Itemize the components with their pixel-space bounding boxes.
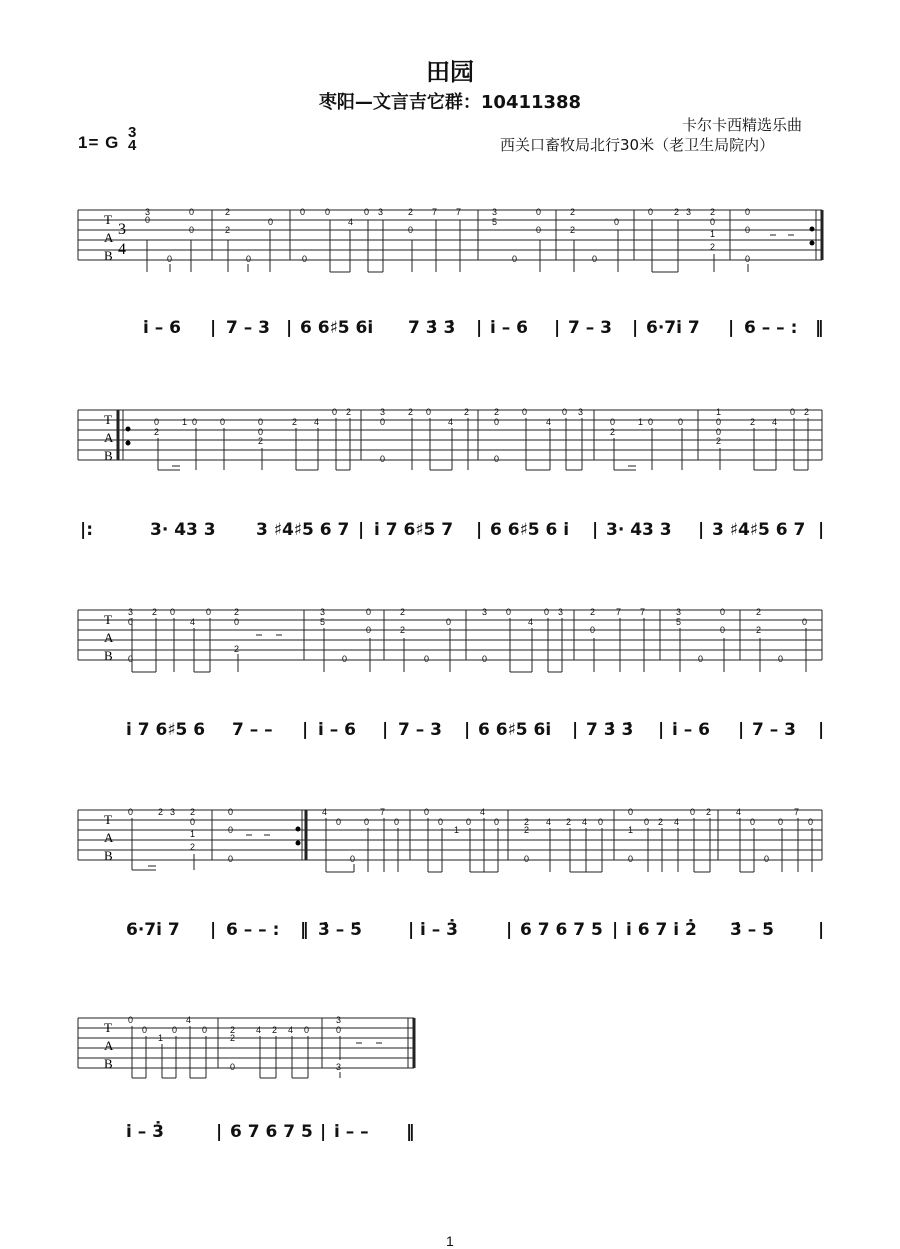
svg-text:0: 0 (536, 207, 542, 217)
svg-text:2: 2 (225, 225, 231, 235)
svg-text:1: 1 (638, 417, 644, 427)
svg-text:0: 0 (598, 817, 604, 827)
final-barline: ‖ (815, 318, 824, 338)
tab-staff-4 (0, 800, 900, 880)
svg-text:2: 2 (400, 607, 406, 617)
svg-text:3: 3 (170, 807, 176, 817)
svg-text:0: 0 (590, 625, 596, 635)
svg-text:1: 1 (158, 1033, 164, 1043)
tab-staff-3 (0, 600, 900, 680)
svg-text:0: 0 (644, 817, 650, 827)
measure: i̇ 7 6♯5 7 (374, 520, 454, 540)
barline: | (612, 920, 619, 940)
tab-label-a: A (104, 430, 114, 445)
svg-text:0: 0 (336, 1025, 342, 1035)
svg-text:4: 4 (480, 807, 486, 817)
svg-text:2: 2 (154, 427, 160, 437)
svg-text:0: 0 (394, 817, 400, 827)
svg-text:3: 3 (578, 407, 584, 417)
tab-label-b: B (104, 248, 113, 263)
svg-text:5: 5 (676, 617, 682, 627)
measure: 7 3̇ 3̇ (586, 720, 634, 740)
svg-text:7: 7 (456, 207, 462, 217)
svg-text:3: 3 (118, 221, 126, 238)
svg-text:0: 0 (128, 1015, 134, 1025)
measure: 7 3̇ 3̇ (408, 318, 456, 338)
tab-staff-1 (0, 200, 900, 280)
measure: i̇ – 3̇ (126, 1122, 164, 1142)
svg-text:0: 0 (350, 854, 356, 864)
svg-text:3: 3 (686, 207, 692, 217)
svg-text:0: 0 (482, 654, 488, 664)
svg-text:0: 0 (304, 1025, 310, 1035)
svg-text:4: 4 (448, 417, 454, 427)
svg-text:2: 2 (230, 1033, 236, 1043)
tab-label-a: A (104, 830, 114, 845)
tab-label-t: T (104, 1020, 112, 1035)
svg-text:0: 0 (230, 1062, 236, 1072)
svg-text:0: 0 (380, 454, 386, 464)
svg-text:0: 0 (790, 407, 796, 417)
svg-text:1: 1 (190, 829, 196, 839)
svg-text:2: 2 (658, 817, 664, 827)
barline: | (464, 720, 471, 740)
tab-label-t: T (104, 612, 112, 627)
svg-text:0: 0 (628, 854, 634, 864)
svg-text:0: 0 (678, 417, 684, 427)
svg-text:2: 2 (524, 817, 530, 827)
barline: | (818, 520, 825, 540)
svg-text:0: 0 (228, 825, 234, 835)
svg-text:0: 0 (720, 607, 726, 617)
svg-text:0: 0 (192, 417, 198, 427)
svg-text:0: 0 (128, 654, 134, 664)
measure: 6 6♯5 6 i̇ (490, 520, 570, 540)
svg-text:2: 2 (710, 242, 716, 252)
svg-text:0: 0 (170, 607, 176, 617)
page-number: 1 (446, 1233, 454, 1249)
barline: | (286, 318, 293, 338)
key-signature: 1= G (78, 133, 120, 152)
barline: | (302, 720, 309, 740)
measure: 3· 43 3 (606, 520, 672, 540)
measure: 6 7 6 7 5 (230, 1122, 313, 1142)
svg-text:4: 4 (190, 617, 196, 627)
barline: | (476, 520, 483, 540)
barline: | (738, 720, 745, 740)
svg-text:5: 5 (492, 217, 498, 227)
svg-text:0: 0 (778, 817, 784, 827)
tab-label-t: T (104, 412, 112, 427)
svg-text:0: 0 (628, 807, 634, 817)
svg-text:2: 2 (258, 436, 264, 446)
svg-text:0: 0 (128, 807, 134, 817)
svg-text:5: 5 (320, 617, 326, 627)
barline: | (320, 1122, 327, 1142)
svg-text:0: 0 (408, 225, 414, 235)
svg-text:4: 4 (528, 617, 534, 627)
svg-text:4: 4 (322, 807, 328, 817)
measure: 3 ♯4♯5 6 7 (712, 520, 806, 540)
svg-text:0: 0 (189, 225, 195, 235)
svg-text:7: 7 (616, 607, 622, 617)
svg-text:0: 0 (145, 215, 151, 225)
svg-text:2: 2 (804, 407, 810, 417)
svg-text:0: 0 (610, 417, 616, 427)
tab-label-a: A (104, 630, 114, 645)
svg-text:0: 0 (220, 417, 226, 427)
svg-text:2: 2 (225, 207, 231, 217)
svg-text:0: 0 (764, 854, 770, 864)
svg-text:0: 0 (206, 607, 212, 617)
svg-text:0: 0 (424, 654, 430, 664)
measure: 6·7i̇ 7 (126, 920, 180, 940)
barline: | (476, 318, 483, 338)
svg-text:1: 1 (454, 825, 460, 835)
svg-text:0: 0 (154, 417, 160, 427)
measure: 6 6♯5 6i̇ (300, 318, 374, 338)
svg-text:3: 3 (128, 607, 134, 617)
svg-text:0: 0 (698, 654, 704, 664)
svg-text:2: 2 (756, 625, 762, 635)
svg-text:0: 0 (536, 225, 542, 235)
svg-text:0: 0 (716, 427, 722, 437)
svg-text:0: 0 (494, 817, 500, 827)
repeat-start: |: (80, 520, 94, 540)
measure: i̇ – 6 (143, 318, 181, 338)
svg-text:1: 1 (628, 825, 634, 835)
svg-text:2: 2 (464, 407, 470, 417)
svg-text:3: 3 (336, 1062, 342, 1072)
svg-text:0: 0 (424, 807, 430, 817)
svg-text:3: 3 (145, 207, 151, 217)
barline: | (632, 318, 639, 338)
svg-text:0: 0 (506, 607, 512, 617)
tab-staff-5 (0, 1008, 900, 1088)
svg-text:2: 2 (674, 207, 680, 217)
svg-text:0: 0 (466, 817, 472, 827)
svg-text:0: 0 (342, 654, 348, 664)
svg-text:0: 0 (234, 617, 240, 627)
svg-text:0: 0 (366, 607, 372, 617)
barline: | (658, 720, 665, 740)
address: 西关口畜牧局北行30米（老卫生局院内） (500, 136, 775, 154)
svg-text:0: 0 (494, 417, 500, 427)
svg-text:4: 4 (186, 1015, 192, 1025)
svg-text:0: 0 (494, 454, 500, 464)
svg-text:0: 0 (745, 207, 751, 217)
svg-text:0: 0 (190, 817, 196, 827)
svg-text:0: 0 (228, 807, 234, 817)
measure: 3̇ – 5̇ (730, 920, 774, 940)
svg-text:2: 2 (408, 407, 414, 417)
svg-text:0: 0 (716, 417, 722, 427)
svg-text:0: 0 (364, 207, 370, 217)
barline: | (572, 720, 579, 740)
svg-text:2: 2 (570, 207, 576, 217)
svg-text:4: 4 (256, 1025, 262, 1035)
svg-text:2: 2 (566, 817, 572, 827)
measure: 6 – – : (226, 920, 280, 940)
svg-text:2: 2 (190, 842, 196, 852)
svg-text:0: 0 (302, 254, 308, 264)
svg-text:0: 0 (778, 654, 784, 664)
time-signature (128, 126, 136, 152)
tab-staff-2 (0, 400, 900, 480)
svg-text:3: 3 (336, 1015, 342, 1025)
subtitle: 枣阳—文言吉它群：10411388 (318, 92, 582, 113)
measure: 7 – 3 (752, 720, 796, 740)
svg-text:0: 0 (522, 407, 528, 417)
svg-text:0: 0 (228, 854, 234, 864)
svg-text:3: 3 (380, 407, 386, 417)
svg-text:0: 0 (808, 817, 814, 827)
svg-text:0: 0 (336, 817, 342, 827)
svg-text:0: 0 (332, 407, 338, 417)
svg-text:0: 0 (562, 407, 568, 417)
svg-text:2: 2 (706, 807, 712, 817)
svg-text:2: 2 (292, 417, 298, 427)
svg-text:0: 0 (426, 407, 432, 417)
svg-text:0: 0 (325, 207, 331, 217)
svg-text:0: 0 (745, 254, 751, 264)
svg-text:2: 2 (400, 625, 406, 635)
svg-text:4: 4 (288, 1025, 294, 1035)
svg-text:3: 3 (558, 607, 564, 617)
tab-label-a: A (104, 230, 114, 245)
svg-text:2: 2 (524, 825, 530, 835)
svg-text:3: 3 (492, 207, 498, 217)
svg-text:0: 0 (189, 207, 195, 217)
svg-text:3: 3 (676, 607, 682, 617)
barline: | (210, 920, 217, 940)
svg-text:2: 2 (716, 436, 722, 446)
measure: 7 – 3 (568, 318, 612, 338)
final-barline: ‖ (406, 1122, 415, 1142)
svg-text:0: 0 (524, 854, 530, 864)
measure: 6 – – : (744, 318, 798, 338)
repeat-end: ‖ (300, 920, 309, 940)
svg-text:4: 4 (118, 241, 126, 258)
measure: i̇ 7 6♯5 6 (126, 720, 206, 740)
barline: | (358, 520, 365, 540)
measure: 7 – 3 (398, 720, 442, 740)
svg-text:0: 0 (167, 254, 173, 264)
svg-text:4: 4 (348, 217, 354, 227)
svg-text:0: 0 (720, 625, 726, 635)
svg-text:2: 2 (234, 644, 240, 654)
svg-text:0: 0 (446, 617, 452, 627)
svg-text:4: 4 (736, 807, 742, 817)
measure: 3· 43 3 (150, 520, 216, 540)
svg-text:4: 4 (314, 417, 320, 427)
tab-label-t: T (104, 212, 112, 227)
tab-label-b: B (104, 448, 113, 463)
svg-text:2: 2 (272, 1025, 278, 1035)
svg-text:0: 0 (648, 417, 654, 427)
svg-text:0: 0 (258, 427, 264, 437)
svg-text:2: 2 (408, 207, 414, 217)
barline: | (818, 720, 825, 740)
svg-text:2: 2 (230, 1025, 236, 1035)
barline: | (592, 520, 599, 540)
svg-text:4: 4 (674, 817, 680, 827)
tab-label-a: A (104, 1038, 114, 1053)
svg-text:0: 0 (258, 417, 264, 427)
measure: i̇ – 3̇ (420, 920, 458, 940)
barline: | (554, 318, 561, 338)
barline: | (382, 720, 389, 740)
svg-text:2: 2 (710, 207, 716, 217)
time-signature-bottom: 4 (128, 137, 137, 154)
svg-text:0: 0 (172, 1025, 178, 1035)
svg-text:0: 0 (364, 817, 370, 827)
barline: | (818, 920, 825, 940)
svg-text:0: 0 (268, 217, 274, 227)
tab-label-b: B (104, 848, 113, 863)
svg-text:0: 0 (202, 1025, 208, 1035)
measure: 6 7 6 7 5 (520, 920, 603, 940)
svg-text:7: 7 (794, 807, 800, 817)
svg-text:2: 2 (570, 225, 576, 235)
measure: 3 ♯4♯5 6 7 (256, 520, 350, 540)
svg-text:7: 7 (380, 807, 386, 817)
svg-text:4: 4 (546, 417, 552, 427)
svg-text:2: 2 (590, 607, 596, 617)
svg-text:2: 2 (158, 807, 164, 817)
measure: 6 6♯5 6i̇ (478, 720, 552, 740)
svg-text:0: 0 (438, 817, 444, 827)
measure: i̇ – – (334, 1122, 369, 1142)
measure: 3̇ – 5̇ (318, 920, 362, 940)
barline: | (728, 318, 735, 338)
svg-text:0: 0 (128, 617, 134, 627)
svg-text:0: 0 (750, 817, 756, 827)
measure: i̇ – 6 (490, 318, 528, 338)
barline: | (408, 920, 415, 940)
svg-text:1: 1 (716, 407, 722, 417)
measure: i̇ 6 7 i̇ 2̇ (626, 920, 697, 940)
svg-text:1: 1 (182, 417, 188, 427)
svg-text:0: 0 (614, 217, 620, 227)
svg-text:0: 0 (745, 225, 751, 235)
composer: 卡尔卡西精选乐曲 (682, 116, 803, 134)
svg-text:2: 2 (346, 407, 352, 417)
measure: 6·7i̇ 7 (646, 318, 700, 338)
measure: i̇ – 6 (672, 720, 710, 740)
svg-text:0: 0 (802, 617, 808, 627)
measure: 7 – 3 (226, 318, 270, 338)
svg-text:0: 0 (300, 207, 306, 217)
svg-text:4: 4 (546, 817, 552, 827)
svg-text:4: 4 (772, 417, 778, 427)
barline: | (506, 920, 513, 940)
barline: | (698, 520, 705, 540)
svg-text:0: 0 (142, 1025, 148, 1035)
svg-text:2: 2 (190, 807, 196, 817)
svg-text:2: 2 (750, 417, 756, 427)
svg-text:0: 0 (512, 254, 518, 264)
svg-text:0: 0 (380, 417, 386, 427)
svg-text:0: 0 (690, 807, 696, 817)
svg-text:3: 3 (378, 207, 384, 217)
page-title: 田园 (426, 58, 474, 86)
svg-text:2: 2 (610, 427, 616, 437)
svg-text:0: 0 (592, 254, 598, 264)
svg-text:1: 1 (710, 229, 716, 239)
svg-text:0: 0 (710, 217, 716, 227)
tab-label-b: B (104, 1056, 113, 1071)
measure: 7 – – (232, 720, 273, 740)
barline: | (210, 318, 217, 338)
barline: | (216, 1122, 223, 1142)
svg-text:2: 2 (494, 407, 500, 417)
tab-label-b: B (104, 648, 113, 663)
svg-text:3: 3 (482, 607, 488, 617)
svg-text:0: 0 (246, 254, 252, 264)
svg-text:4: 4 (582, 817, 588, 827)
svg-text:0: 0 (366, 625, 372, 635)
svg-text:0: 0 (648, 207, 654, 217)
svg-text:2: 2 (234, 607, 240, 617)
tab-label-t: T (104, 812, 112, 827)
svg-text:7: 7 (640, 607, 646, 617)
measure: i̇ – 6 (318, 720, 356, 740)
svg-text:3: 3 (320, 607, 326, 617)
time-signature-top: 3 (128, 124, 137, 141)
svg-text:2: 2 (152, 607, 158, 617)
svg-text:7: 7 (432, 207, 438, 217)
svg-text:2: 2 (756, 607, 762, 617)
svg-text:0: 0 (544, 607, 550, 617)
